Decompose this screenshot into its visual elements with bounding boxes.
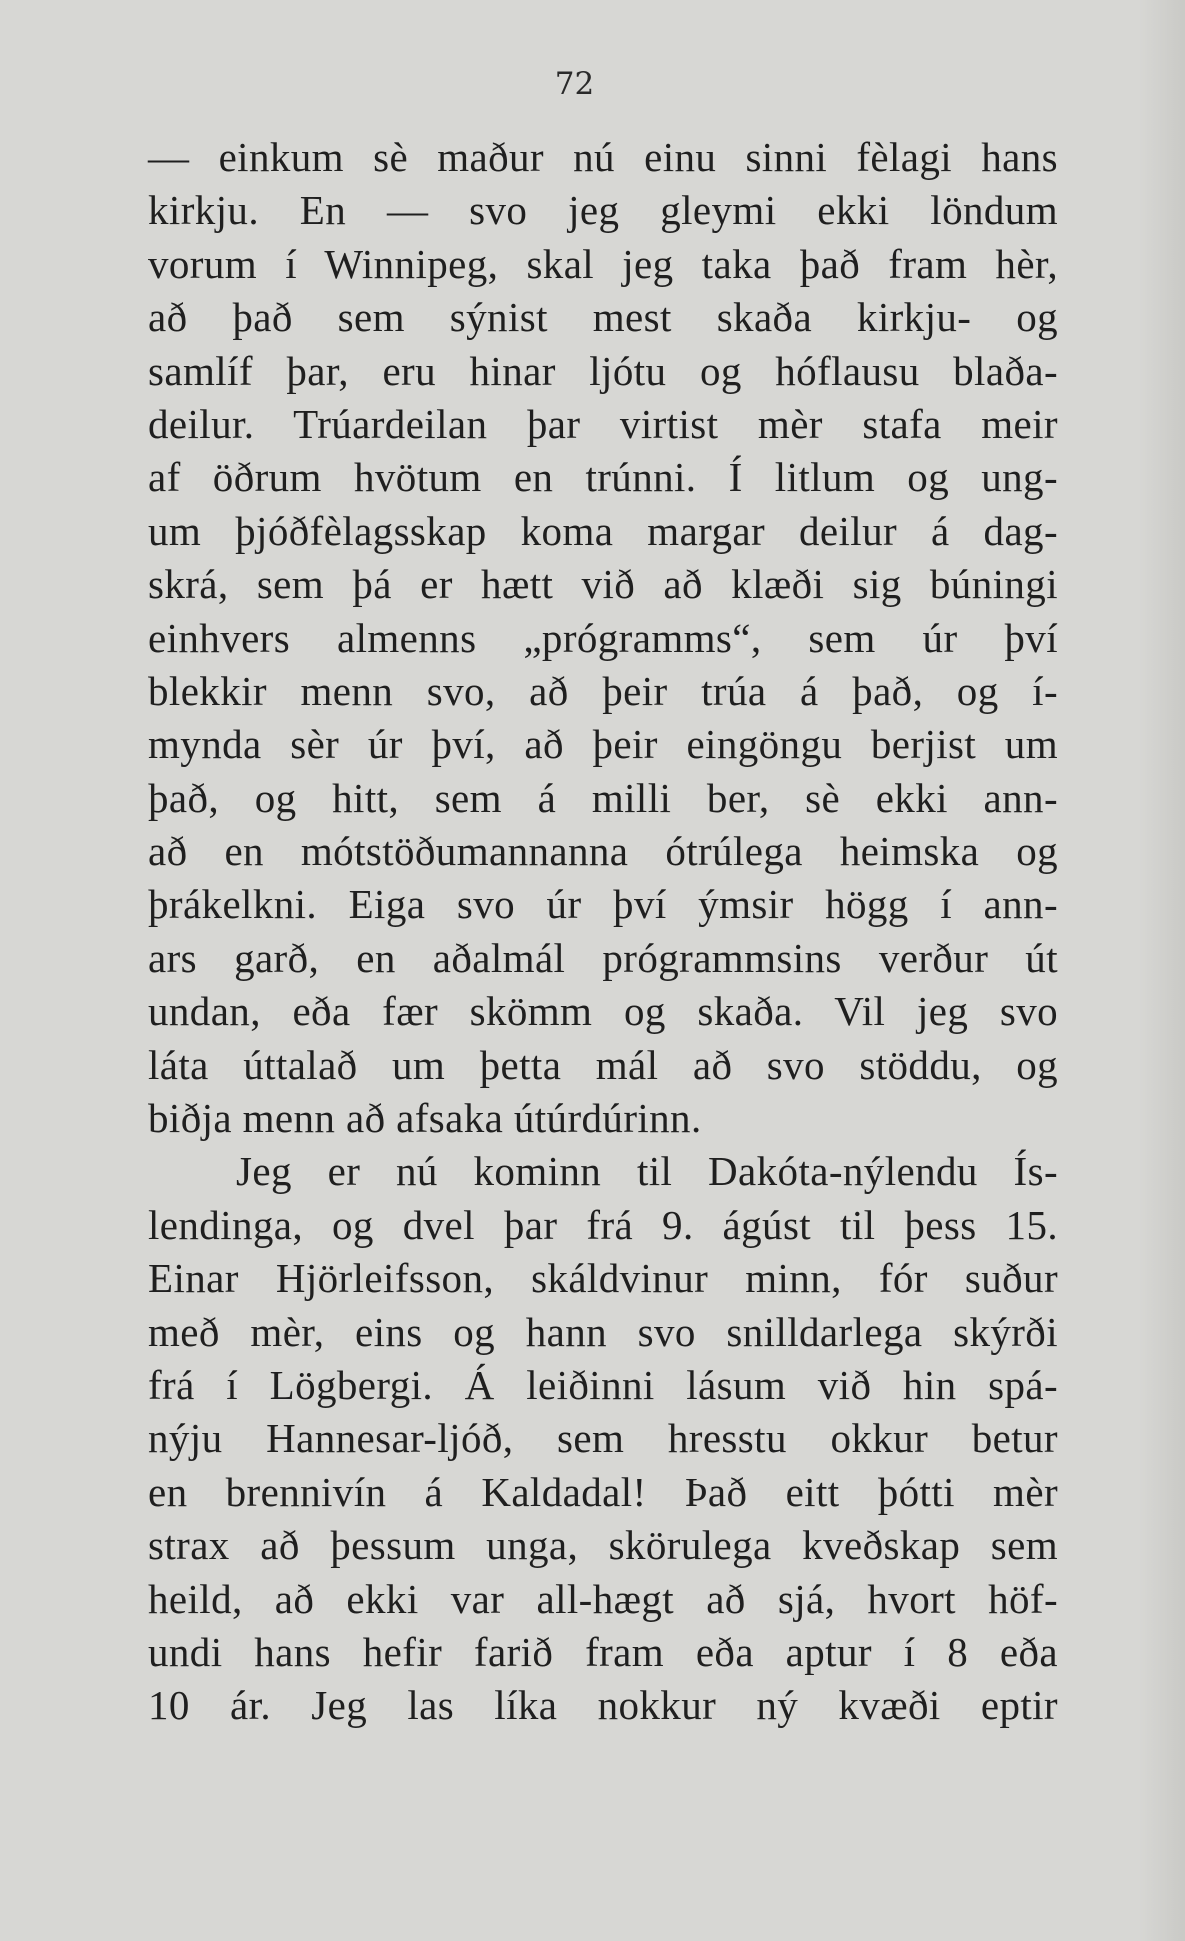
text-line: skrá, sem þá er hætt við að klæði sig búningi	[148, 561, 1058, 608]
text-line: um þjóðfèlagsskap koma margar deilur á dag-	[148, 507, 1058, 554]
page-edge-shadow	[1139, 0, 1185, 1941]
text-line: frá í Lögbergi. Á leiðinni lásum við hin spá-	[148, 1361, 1058, 1408]
text-line: lendinga, og dvel þar frá 9. ágúst til þess 15.	[148, 1201, 1058, 1248]
body-text	[148, 131, 1058, 1733]
text-line: Jeg er nú kominn til Dakóta-nýlendu Ís-	[236, 1148, 1058, 1195]
text-line: þrákelkni. Eiga svo úr því ýmsir högg í ann-	[148, 881, 1058, 928]
text-line: en brennivín á Kaldadal! Það eitt þótti mèr	[148, 1468, 1058, 1515]
text-line: að það sem sýnist mest skaða kirkju- og	[148, 294, 1058, 341]
text-line: með mèr, eins og hann svo snilldarlega skýrði	[148, 1308, 1058, 1355]
page-number: 72	[554, 66, 595, 102]
text-line: — einkum sè maður nú einu sinni fèlagi hans	[148, 134, 1058, 180]
text-line: strax að þessum unga, skörulega kveðskap sem	[148, 1522, 1058, 1569]
text-line: vorum í Winnipeg, skal jeg taka það fram hèr,	[148, 240, 1058, 287]
text-line: Einar Hjörleifsson, skáldvinur minn, fór suður	[148, 1255, 1058, 1302]
text-line: það, og hitt, sem á milli ber, sè ekki ann-	[148, 774, 1058, 821]
text-line: deilur. Trúardeilan þar virtist mèr stafa meir	[148, 400, 1058, 447]
text-line: af öðrum hvötum en trúnni. Í litlum og ung-	[148, 454, 1058, 501]
text-line: ars garð, en aðalmál prógrammsins verður út	[148, 934, 1058, 981]
text-line: mynda sèr úr því, að þeir eingöngu berjist um	[148, 721, 1058, 768]
text-line: einhvers almenns „prógramms“, sem úr því	[148, 614, 1058, 661]
text-line: heild, að ekki var all-hægt að sjá, hvort höf-	[148, 1575, 1058, 1622]
text-line: láta úttalað um þetta mál að svo stöddu, og	[148, 1041, 1058, 1088]
text-line: 10 ár. Jeg las líka nokkur ný kvæði eptir	[148, 1682, 1058, 1729]
text-line: undan, eða fær skömm og skaða. Vil jeg svo	[148, 988, 1058, 1035]
text-line: að en mótstöðumannanna ótrúlega heimska og	[148, 828, 1058, 875]
text-line: samlíf þar, eru hinar ljótu og hóflausu blaða-	[148, 347, 1058, 394]
text-line: biðja menn að afsaka útúrdúrinn.	[148, 1095, 702, 1142]
text-line: undi hans hefir farið fram eða aptur í 8 eða	[148, 1628, 1058, 1675]
text-line: nýju Hannesar-ljóð, sem hresstu okkur betur	[148, 1415, 1058, 1462]
text-line: kirkju. En — svo jeg gleymi ekki löndum	[148, 187, 1058, 234]
text-line: blekkir menn svo, að þeir trúa á það, og í-	[148, 667, 1058, 714]
